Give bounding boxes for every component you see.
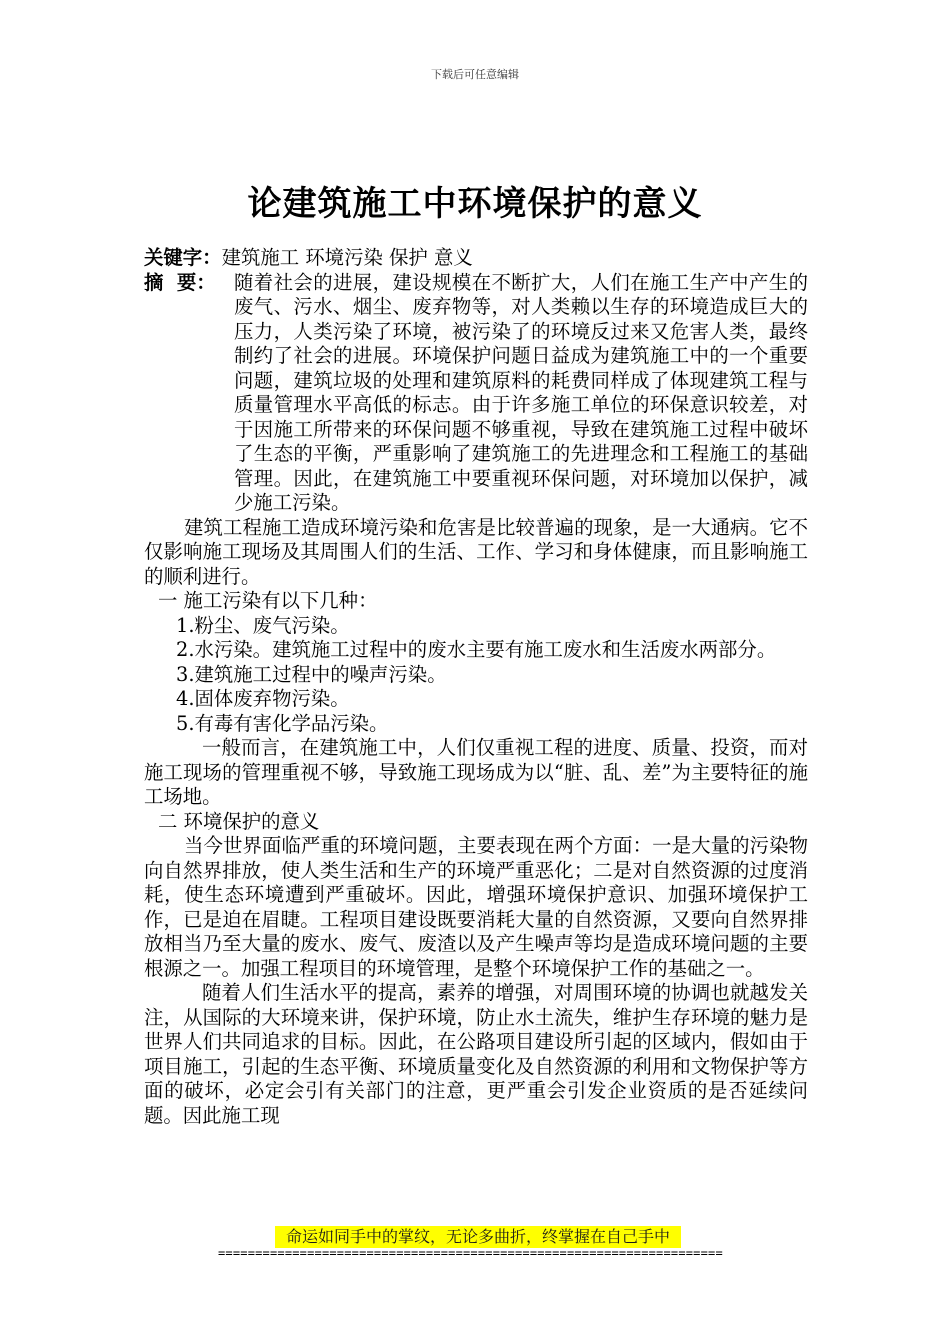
abstract-label: 摘 要：: [144, 270, 216, 294]
living-paragraph: 随着人们生活水平的提高，素养的增强，对周围环境的协调也就越发关注，从国际的大环境来讲，保护环境，防止水土流失，维护生存环境的魅力是世界人们共同追求的目标。因此，在公路项目建设所引起的区域内，假如由于项目施工，引起的生态平衡、环境质量变化及自然资源的利用和文物保护等方面的破坏，必定会引有关部门的注意，更严重会引发企业资质的是否延续问题。因此施工现: [144, 981, 808, 1127]
list-item: 5.有毒有害化学品污染。: [176, 711, 389, 735]
document-body: [144, 246, 808, 1128]
keywords-label: 关键字：: [144, 246, 222, 269]
page-header: 下载后可任意编辑: [431, 68, 519, 81]
footer-banner: 命运如同手中的掌纹，无论多曲折，终掌握在自己手中: [275, 1226, 681, 1248]
abstract-text: 随着社会的进展，建设规模在不断扩大，人们在施工生产中产生的废气、污水、烟尘、废弃物等，对人类赖以生存的环境造成巨大的压力，人类污染了环境，被污染了的环境反过来又危害人类，最终制约了社会的进展。环境保护问题日益成为建筑施工中的一个重要问题，建筑垃圾的处理和建筑原料的耗费同样成了体现建筑工程与质量管理水平高低的标志。由于许多施工单位的环保意识较差，对于因施工所带来的环保问题不够重视，导致在建筑施工过程中破坏了生态的平衡，严重影响了建筑施工的先进理念和工程施工的基础管理。因此，在建筑施工中要重视环保问题，对环境加以保护，减少施工污染。: [234, 270, 808, 514]
abstract-block: [144, 271, 808, 516]
document-title: 论建筑施工中环境保护的意义: [247, 184, 703, 224]
section-heading-2: 二 环境保护的意义: [158, 809, 320, 833]
list-item: 1.粉尘、废气污染。: [176, 613, 350, 637]
list-item: 4.固体废弃物污染。: [176, 687, 350, 710]
list-item: 3.建筑施工过程中的噪声污染。: [176, 662, 447, 686]
intro-paragraph: 建筑工程施工造成环境污染和危害是比较普遍的现象，是一大通病。它不仅影响施工现场及其周围人们的生活、工作、学习和身体健康，而且影响施工的顺利进行。: [144, 515, 808, 588]
keywords-text: 建筑施工 环境污染 保护 意义: [221, 246, 473, 269]
footer-rule: ====================================================================: [218, 1246, 723, 1260]
section-heading-1: 一 施工污染有以下几种：: [158, 589, 378, 612]
list-item: 2.水污染。建筑施工过程中的废水主要有施工废水和生活废水两部分。: [176, 638, 777, 661]
world-paragraph: 当今世界面临严重的环境问题，主要表现在两个方面：一是大量的污染物向自然界排放，使人类生活和生产的环境严重恶化；二是对自然资源的过度消耗，使生态环境遭到严重破坏。因此，增强环境保护意识、加强环境保护工作，已是迫在眉睫。工程项目建设既要消耗大量的自然资源，又要向自然界排放相当乃至大量的废水、废气、废渣以及产生噪声等均是造成环境问题的主要根源之一。加强工程项目的环境管理，是整个环境保护工作的基础之一。: [144, 834, 808, 980]
general-paragraph: 一般而言，在建筑施工中，人们仅重视工程的进度、质量、投资，而对施工现场的管理重视不够，导致施工现场成为以“脏、乱、差”为主要特征的施工场地。: [144, 736, 808, 808]
keywords-line: [144, 246, 808, 271]
